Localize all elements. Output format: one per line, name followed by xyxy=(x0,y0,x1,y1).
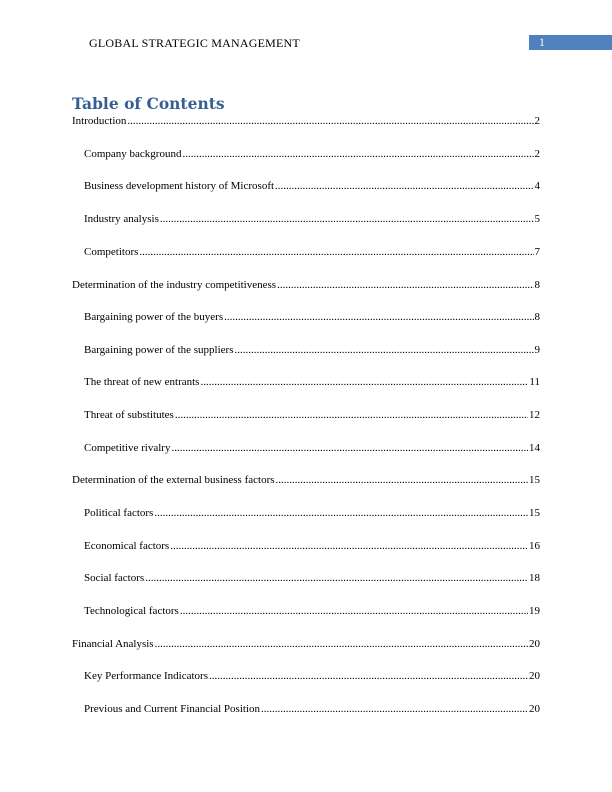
toc-entry-page: 11 xyxy=(529,376,540,388)
toc-entry-page: 8 xyxy=(534,311,540,323)
toc-entry-competitors[interactable] xyxy=(84,245,540,260)
toc-entry-page: 14 xyxy=(529,442,540,454)
toc-entry-company-background[interactable] xyxy=(84,147,540,162)
toc-entry-label: Threat of substitutes xyxy=(84,409,174,421)
toc-entry-label: Financial Analysis xyxy=(72,638,154,650)
toc-entry-external-business-factors[interactable] xyxy=(72,473,540,488)
toc-entry-page: 20 xyxy=(529,670,540,682)
toc-leader-dots xyxy=(261,702,528,717)
toc-entry-page: 9 xyxy=(534,344,540,356)
toc-leader-dots xyxy=(235,343,534,358)
toc-entry-bargaining-power-suppliers[interactable] xyxy=(84,343,540,358)
toc-leader-dots xyxy=(224,310,533,325)
toc-leader-dots xyxy=(276,473,528,488)
toc-leader-dots xyxy=(160,212,534,227)
toc-entry-business-development-history[interactable] xyxy=(84,179,540,194)
toc-entry-label: The threat of new entrants xyxy=(84,376,200,388)
toc-entry-page: 8 xyxy=(534,279,540,291)
toc-entry-political-factors[interactable] xyxy=(84,506,540,521)
toc-entry-label: Bargaining power of the suppliers xyxy=(84,344,234,356)
toc-leader-dots xyxy=(127,114,533,129)
toc-entry-technological-factors[interactable] xyxy=(84,604,540,619)
toc-entry-page: 16 xyxy=(529,540,540,552)
toc-entry-financial-position[interactable] xyxy=(84,702,540,717)
toc-entry-page: 15 xyxy=(529,507,540,519)
toc-entry-bargaining-power-buyers[interactable] xyxy=(84,310,540,325)
toc-entry-economical-factors[interactable] xyxy=(84,539,540,554)
toc-entry-competitive-rivalry[interactable] xyxy=(84,441,540,456)
toc-leader-dots xyxy=(200,375,528,390)
toc-entry-threat-substitutes[interactable] xyxy=(84,408,540,423)
page-number-box: 1 xyxy=(529,35,612,50)
toc-leader-dots xyxy=(175,408,528,423)
toc-entry-page: 12 xyxy=(529,409,540,421)
toc-entry-label: Bargaining power of the buyers xyxy=(84,311,224,323)
toc-entry-page: 2 xyxy=(534,148,540,160)
toc-entry-social-factors[interactable] xyxy=(84,571,540,586)
toc-leader-dots xyxy=(154,506,528,521)
toc-entry-label: Determination of the industry competitiveness xyxy=(72,279,277,291)
toc-entry-page: 20 xyxy=(529,638,540,650)
toc-entry-key-performance-indicators[interactable] xyxy=(84,669,540,684)
toc-entry-label: Social factors xyxy=(84,572,145,584)
toc-leader-dots xyxy=(277,278,533,293)
toc-leader-dots xyxy=(145,571,528,586)
toc-entry-page: 19 xyxy=(529,605,540,617)
toc-leader-dots xyxy=(171,441,528,456)
toc-leader-dots xyxy=(209,669,528,684)
toc-entry-label: Determination of the external business factors xyxy=(72,474,275,486)
toc-entry-page: 15 xyxy=(529,474,540,486)
toc-entry-page: 5 xyxy=(534,213,540,225)
toc-entry-page: 18 xyxy=(529,572,540,584)
toc-entry-page: 2 xyxy=(534,115,540,127)
toc-leader-dots xyxy=(155,637,528,652)
toc-entry-label: Industry analysis xyxy=(84,213,159,225)
toc-entry-label: Company background xyxy=(84,148,182,160)
toc-leader-dots xyxy=(275,179,533,194)
toc-entry-financial-analysis[interactable] xyxy=(72,637,540,652)
toc-entry-label: Introduction xyxy=(72,115,127,127)
toc-entry-industry-analysis[interactable] xyxy=(84,212,540,227)
toc-entry-introduction[interactable] xyxy=(72,114,540,129)
toc-entry-page: 7 xyxy=(534,246,540,258)
toc-entry-label: Technological factors xyxy=(84,605,179,617)
toc-leader-dots xyxy=(139,245,533,260)
toc-entry-label: Competitors xyxy=(84,246,139,258)
toc-entry-label: Competitive rivalry xyxy=(84,442,171,454)
toc-heading: Table of Contents xyxy=(72,94,225,113)
toc-leader-dots xyxy=(180,604,528,619)
toc-entry-page: 4 xyxy=(534,180,540,192)
toc-entry-page: 20 xyxy=(529,703,540,715)
toc-entry-industry-competitiveness[interactable] xyxy=(72,278,540,293)
toc-entry-label: Economical factors xyxy=(84,540,170,552)
toc-leader-dots xyxy=(170,539,528,554)
toc-entry-label: Key Performance Indicators xyxy=(84,670,209,682)
running-header-title: GLOBAL STRATEGIC MANAGEMENT xyxy=(89,36,300,50)
toc-entry-label: Previous and Current Financial Position xyxy=(84,703,260,715)
toc-entry-label: Business development history of Microsoft xyxy=(84,180,275,192)
toc-leader-dots xyxy=(182,147,533,162)
toc-entry-threat-new-entrants[interactable] xyxy=(84,375,540,390)
toc-entry-label: Political factors xyxy=(84,507,154,519)
